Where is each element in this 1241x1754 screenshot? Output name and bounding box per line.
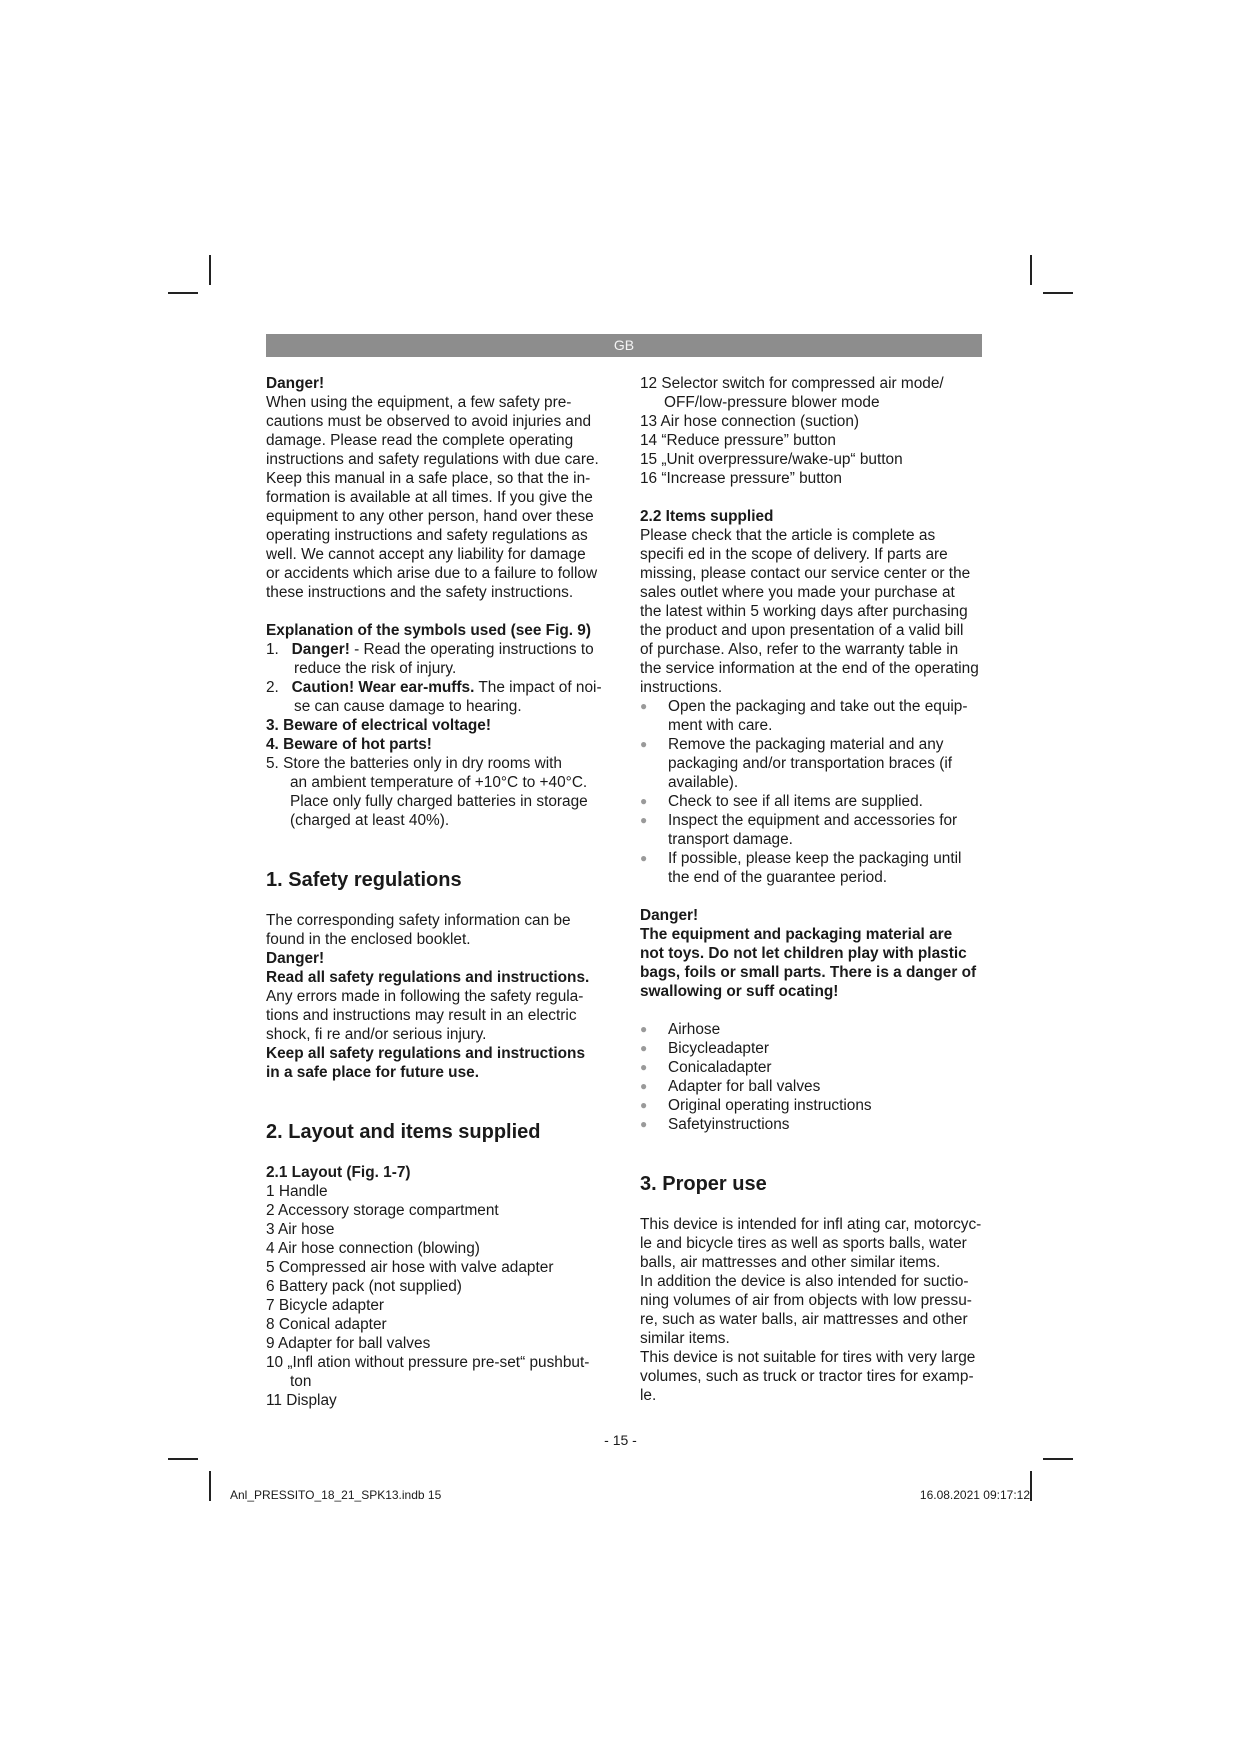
layout-list [640, 374, 1012, 488]
subsection-heading: 2.1 Layout (Fig. 1-7) [266, 1164, 411, 1181]
text-line: equipment to any other person, hand over these [266, 508, 594, 525]
text-line: 11 Display [266, 1392, 337, 1409]
text-line: 15 „Unit overpressure/wake-up“ button [640, 451, 903, 468]
bullet-item: ● If possible, please keep the packaging until the end of the guarantee period. [640, 850, 962, 886]
paragraph [640, 1215, 1012, 1405]
text-line: these instructions and the safety instructions. [266, 584, 574, 601]
text-line: 13 Air hose connection (suction) [640, 413, 860, 430]
text-line: 9 Adapter for ball valves [266, 1335, 431, 1352]
text-line: The corresponding safety information can be [266, 912, 571, 929]
text-line: volumes, such as truck or tractor tires for examp- [640, 1368, 974, 1385]
text-line: Please check that the article is complete as [640, 527, 936, 544]
subsection-heading: 2.2 Items supplied [640, 508, 774, 525]
text-line: This device is not suitable for tires with very large [640, 1349, 976, 1366]
text-line: 2 Accessory storage compartment [266, 1202, 499, 1219]
text-line: missing, please contact our service center or the [640, 565, 971, 582]
danger-heading: Danger! [266, 375, 325, 392]
paragraph [266, 987, 638, 1044]
section-heading: 3. Proper use [640, 1173, 767, 1195]
section-heading: 2. Layout and items supplied [266, 1121, 541, 1143]
text-line: similar items. [640, 1330, 730, 1347]
bullet-icon: ● [640, 1117, 648, 1131]
bullet-icon: ● [640, 1098, 648, 1112]
bullet-item: ● Check to see if all items are supplied. [640, 793, 923, 810]
bullet-icon: ● [640, 1022, 648, 1036]
danger-paragraph [266, 393, 638, 602]
bullet-icon: ● [640, 794, 648, 808]
text-line: In addition the device is also intended for suctio- [640, 1273, 969, 1290]
text-line: operating instructions and safety regulations as [266, 527, 588, 544]
text-line: 8 Conical adapter [266, 1316, 387, 1333]
text-line: the service information at the end of the operating [640, 660, 979, 677]
text-line: balls, air mattresses and other similar items. [640, 1254, 941, 1271]
symbol-item: 1. Danger! - Read the operating instructions to reduce the risk of injury. [266, 641, 594, 677]
symbol-item: 4. Beware of hot parts! [266, 736, 432, 753]
language-header-band: GB [266, 334, 982, 357]
text-line: Keep all safety regulations and instructions [266, 1045, 586, 1062]
text-line: or accidents which arise due to a failure to follow [266, 565, 598, 582]
left-column [266, 374, 638, 1410]
symbol-item: 3. Beware of electrical voltage! [266, 717, 491, 734]
bullet-item: ● Conicaladapter [640, 1059, 772, 1076]
text-line: specifi ed in the scope of delivery. If parts are [640, 546, 948, 563]
bold-paragraph [266, 1044, 638, 1082]
symbol-item: 2. Caution! Wear ear-muffs. The impact of noi- se can cause damage to hearing. [266, 679, 602, 715]
text-line: shock, fi re and/or serious injury. [266, 1026, 487, 1043]
text-line: sales outlet where you made your purchase at [640, 584, 955, 601]
section-heading: 1. Safety regulations [266, 869, 462, 891]
text-line: 7 Bicycle adapter [266, 1297, 385, 1314]
text-line: OFF/low-pressure blower mode [664, 394, 880, 411]
bullet-list [640, 1020, 1012, 1134]
text-line: well. We cannot accept any liability for damage [266, 546, 586, 563]
bullet-item: ● Open the packaging and take out the equip- ment with care. [640, 698, 968, 734]
text-line: instructions. [640, 679, 723, 696]
text-line: 12 Selector switch for compressed air mode/ [640, 375, 944, 392]
layout-list [266, 1182, 638, 1410]
text-line: Keep this manual in a safe place, so that the in- [266, 470, 591, 487]
text-line: ton [290, 1373, 312, 1390]
crop-mark [1030, 1471, 1032, 1501]
page-number: - 15 - [604, 1432, 637, 1448]
text-line: swallowing or suff ocating! [640, 983, 839, 1000]
text-line: (charged at least 40%). [290, 812, 450, 829]
crop-mark [168, 292, 198, 294]
crop-mark [209, 1471, 211, 1501]
bullet-icon: ● [640, 851, 648, 865]
bold-paragraph [640, 925, 1012, 1001]
bullet-icon: ● [640, 699, 648, 713]
text-line: 14 “Reduce pressure” button [640, 432, 836, 449]
text-line: an ambient temperature of +10°C to +40°C. [290, 774, 588, 791]
text-line: of purchase. Also, refer to the warranty table in [640, 641, 959, 658]
text-line: cautions must be observed to avoid injuries and [266, 413, 592, 430]
text-line: re, such as water balls, air mattresses and other [640, 1311, 968, 1328]
symbol-item [266, 754, 638, 830]
bullet-item: ● Inspect the equipment and accessories for transport damage. [640, 812, 958, 848]
text-line: not toys. Do not let children play with plastic [640, 945, 967, 962]
print-timestamp: 16.08.2021 09:17:12 [919, 1488, 1030, 1502]
paragraph [640, 526, 1012, 697]
text-line: 16 “Increase pressure” button [640, 470, 842, 487]
crop-mark [168, 1458, 198, 1460]
text-line: the latest within 5 working days after purchasing [640, 603, 968, 620]
text-line: in a safe place for future use. [266, 1064, 479, 1081]
text-line: le and bicycle tires as well as sports balls, water [640, 1235, 967, 1252]
bullet-icon: ● [640, 1060, 648, 1074]
bullet-icon: ● [640, 737, 648, 751]
text-line: 3 Air hose [266, 1221, 335, 1238]
text-line: Any errors made in following the safety regula- [266, 988, 584, 1005]
bullet-item: ● Bicycleadapter [640, 1040, 769, 1057]
text-line: formation is available at all times. If you give the [266, 489, 593, 506]
text-line: bags, foils or small parts. There is a danger of [640, 964, 977, 981]
text-line: the product and upon presentation of a valid bill [640, 622, 964, 639]
bullet-list [640, 697, 1012, 887]
bullet-icon: ● [640, 1041, 648, 1055]
text-line: le. [640, 1387, 657, 1404]
bold-paragraph: Read all safety regulations and instructions. [266, 969, 590, 986]
crop-mark [1043, 292, 1073, 294]
crop-mark [1030, 255, 1032, 285]
text-line: 1 Handle [266, 1183, 328, 1200]
text-line: When using the equipment, a few safety pre- [266, 394, 572, 411]
text-line: 4 Air hose connection (blowing) [266, 1240, 480, 1257]
crop-mark [209, 255, 211, 285]
bullet-item: ● Safetyinstructions [640, 1116, 790, 1133]
text-line: 6 Battery pack (not supplied) [266, 1278, 462, 1295]
text-line: 10 „Infl ation without pressure pre-set“ pushbut- [266, 1354, 590, 1371]
text-line: 5. Store the batteries only in dry rooms with [266, 755, 562, 772]
danger-heading: Danger! [640, 907, 699, 924]
bullet-item: ● Adapter for ball valves [640, 1078, 821, 1095]
bullet-icon: ● [640, 1079, 648, 1093]
bullet-icon: ● [640, 813, 648, 827]
right-column [640, 374, 1012, 1405]
text-line: instructions and safety regulations with due care. [266, 451, 599, 468]
text-line: ning volumes of air from objects with low pressu- [640, 1292, 972, 1309]
text-line: This device is intended for infl ating car, motorcyc- [640, 1216, 982, 1233]
text-line: tions and instructions may result in an electric [266, 1007, 577, 1024]
file-info: Anl_PRESSITO_18_21_SPK13.indb 15 [230, 1488, 442, 1502]
text-line: Place only fully charged batteries in storage [290, 793, 588, 810]
paragraph [266, 911, 638, 949]
text-line: found in the enclosed booklet. [266, 931, 471, 948]
symbols-heading: Explanation of the symbols used (see Fig. 9) [266, 622, 591, 639]
crop-mark [1043, 1458, 1073, 1460]
bullet-item: ● Airhose [640, 1021, 721, 1038]
bullet-item: ● Remove the packaging material and any packaging and/or transportation braces (if available). [640, 736, 953, 791]
text-line: 5 Compressed air hose with valve adapter [266, 1259, 554, 1276]
text-line: damage. Please read the complete operating [266, 432, 574, 449]
text-line: The equipment and packaging material are [640, 926, 953, 943]
bullet-item: ● Original operating instructions [640, 1097, 872, 1114]
danger-heading: Danger! [266, 950, 325, 967]
